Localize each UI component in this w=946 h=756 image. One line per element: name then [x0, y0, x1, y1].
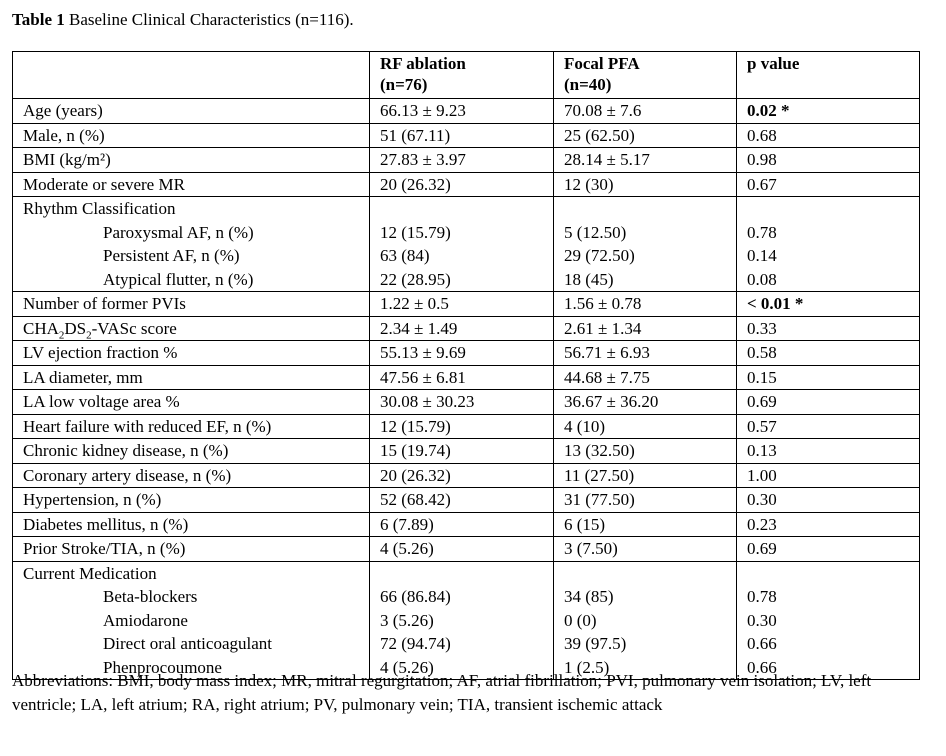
row-label: Chronic kidney disease, n (%) [13, 439, 370, 464]
rf-value: 66 (86.84) [380, 587, 451, 606]
header-focal-pfa [554, 52, 737, 99]
table-row [13, 292, 920, 317]
pfa-value: 25 (62.50) [554, 123, 737, 148]
p-value: 0.78 [747, 587, 777, 606]
row-label: Coronary artery disease, n (%) [13, 463, 370, 488]
table-row [13, 172, 920, 197]
p-value: 0.13 [737, 439, 920, 464]
rhythm-item-label: Paroxysmal AF, n (%) [103, 222, 254, 242]
rf-value: 63 (84) [380, 246, 430, 265]
pfa-value: 1 (2.5) [564, 657, 610, 677]
current-medication-group [13, 561, 920, 680]
p-value: < 0.01 * [737, 292, 920, 317]
p-value: 0.69 [737, 390, 920, 415]
pfa-value: 39 (97.5) [564, 634, 627, 653]
pfa-value: 3 (7.50) [554, 537, 737, 562]
rf-value: 6 (7.89) [370, 512, 554, 537]
p-value: 0.33 [737, 316, 920, 341]
table-row [13, 488, 920, 513]
row-label: Moderate or severe MR [13, 172, 370, 197]
pfa-value: 18 (45) [564, 269, 614, 289]
p-value: 0.69 [737, 537, 920, 562]
header-pfa-n: (n=40) [564, 75, 612, 94]
medication-item-label: Direct oral anticoagulant [103, 634, 272, 653]
table-title: Baseline Clinical Characteristics (n=116). [64, 10, 354, 29]
rf-value: 47.56 ± 6.81 [370, 365, 554, 390]
rhythm-classification-group [13, 197, 920, 292]
medication-rf-values [370, 561, 554, 680]
rf-value: 15 (19.74) [370, 439, 554, 464]
p-value: 0.30 [747, 610, 777, 630]
row-label: LA diameter, mm [13, 365, 370, 390]
row-label: Prior Stroke/TIA, n (%) [13, 537, 370, 562]
p-value: 0.15 [737, 365, 920, 390]
p-value: 0.02 * [737, 99, 920, 124]
p-value: 1.00 [737, 463, 920, 488]
rf-value: 72 (94.74) [380, 634, 451, 653]
rf-value: 51 (67.11) [370, 123, 554, 148]
p-value: 0.68 [737, 123, 920, 148]
row-label: Heart failure with reduced EF, n (%) [13, 414, 370, 439]
pfa-value: 13 (32.50) [554, 439, 737, 464]
medication-title: Current Medication [23, 563, 157, 583]
p-value: 0.23 [737, 512, 920, 537]
header-rf-ablation [370, 52, 554, 99]
p-value: 0.57 [737, 414, 920, 439]
header-characteristic [13, 52, 370, 99]
table-row [13, 537, 920, 562]
row-label: Hypertension, n (%) [13, 488, 370, 513]
medication-p-values [737, 561, 920, 680]
pfa-value: 5 (12.50) [564, 222, 627, 242]
rhythm-labels [13, 197, 370, 292]
table-row [13, 99, 920, 124]
header-p-value: p value [737, 52, 920, 99]
rf-value: 66.13 ± 9.23 [370, 99, 554, 124]
table-row [13, 463, 920, 488]
table-row [13, 316, 920, 341]
table-row [13, 512, 920, 537]
rf-value: 12 (15.79) [380, 222, 451, 242]
table-number: Table 1 [12, 10, 65, 29]
medication-item-label: Amiodarone [103, 610, 188, 630]
p-value: 0.98 [737, 148, 920, 173]
medication-item-label: Phenprocoumone [103, 657, 222, 677]
pfa-value: 34 (85) [564, 587, 614, 606]
rf-value: 52 (68.42) [370, 488, 554, 513]
rhythm-item-label: Persistent AF, n (%) [103, 246, 240, 265]
table-row [13, 341, 920, 366]
rhythm-p-values [737, 197, 920, 292]
table-row [13, 439, 920, 464]
pfa-value: 0 (0) [564, 610, 597, 630]
pfa-value: 31 (77.50) [554, 488, 737, 513]
table-row [13, 148, 920, 173]
pfa-value: 70.08 ± 7.6 [554, 99, 737, 124]
rf-value: 22 (28.95) [380, 269, 451, 289]
row-label: $CHA_2DS_2$-VASc score [13, 316, 370, 341]
clinical-characteristics-table [12, 51, 920, 680]
row-label: BMI (kg/m²) [13, 148, 370, 173]
rf-value: 1.22 ± 0.5 [370, 292, 554, 317]
p-value: 0.58 [737, 341, 920, 366]
pfa-value: 29 (72.50) [564, 246, 635, 265]
abbreviations-note: Abbreviations: BMI, body mass index; MR, mitral regurgitation; AF, atrial fibrillation; PVI, pulmonary vein isolation; LV, left ventricle; LA, left atrium; RA, right atrium; PV, pulmonary vein; TIA, transient ischemic attack [12, 671, 872, 714]
medication-pfa-values [554, 561, 737, 680]
rf-value: 4 (5.26) [370, 537, 554, 562]
rhythm-pfa-values [554, 197, 737, 292]
row-label: LV ejection fraction % [13, 341, 370, 366]
row-label: LA low voltage area % [13, 390, 370, 415]
p-value: 0.30 [737, 488, 920, 513]
row-label: Diabetes mellitus, n (%) [13, 512, 370, 537]
rf-value: 27.83 ± 3.97 [370, 148, 554, 173]
table-row [13, 365, 920, 390]
rf-value: 12 (15.79) [370, 414, 554, 439]
rhythm-title: Rhythm Classification [23, 199, 176, 218]
header-rf-n: (n=76) [380, 75, 428, 94]
rf-value: 4 (5.26) [380, 657, 434, 677]
header-pfa-name: Focal PFA [564, 54, 640, 73]
p-value: 0.08 [747, 269, 777, 289]
rf-value: 3 (5.26) [380, 610, 434, 630]
pfa-value: 28.14 ± 5.17 [554, 148, 737, 173]
p-value: 0.66 [747, 634, 777, 653]
header-rf-name: RF ablation [380, 54, 466, 73]
pfa-value: 36.67 ± 36.20 [554, 390, 737, 415]
table-row [13, 390, 920, 415]
rhythm-rf-values [370, 197, 554, 292]
pfa-value: 2.61 ± 1.34 [554, 316, 737, 341]
pfa-value: 56.71 ± 6.93 [554, 341, 737, 366]
rf-value: 20 (26.32) [370, 463, 554, 488]
row-label: Male, n (%) [13, 123, 370, 148]
medication-labels [13, 561, 370, 680]
pfa-value: 11 (27.50) [554, 463, 737, 488]
rhythm-item-label: Atypical flutter, n (%) [103, 269, 254, 289]
p-value: 0.67 [737, 172, 920, 197]
pfa-value: 12 (30) [554, 172, 737, 197]
medication-item-label: Beta-blockers [103, 587, 198, 606]
pfa-value: 6 (15) [554, 512, 737, 537]
pfa-value: 1.56 ± 0.78 [554, 292, 737, 317]
p-value: 0.66 [747, 657, 777, 677]
row-label: Age (years) [13, 99, 370, 124]
table-caption [12, 10, 354, 30]
table-row [13, 123, 920, 148]
pfa-value: 4 (10) [554, 414, 737, 439]
table-row [13, 414, 920, 439]
rf-value: 30.08 ± 30.23 [370, 390, 554, 415]
rf-value: 20 (26.32) [370, 172, 554, 197]
rf-value: 55.13 ± 9.69 [370, 341, 554, 366]
p-value: 0.14 [747, 246, 777, 265]
table-header-row [13, 52, 920, 99]
pfa-value: 44.68 ± 7.75 [554, 365, 737, 390]
row-label: Number of former PVIs [13, 292, 370, 317]
rf-value: 2.34 ± 1.49 [370, 316, 554, 341]
p-value: 0.78 [747, 222, 777, 242]
